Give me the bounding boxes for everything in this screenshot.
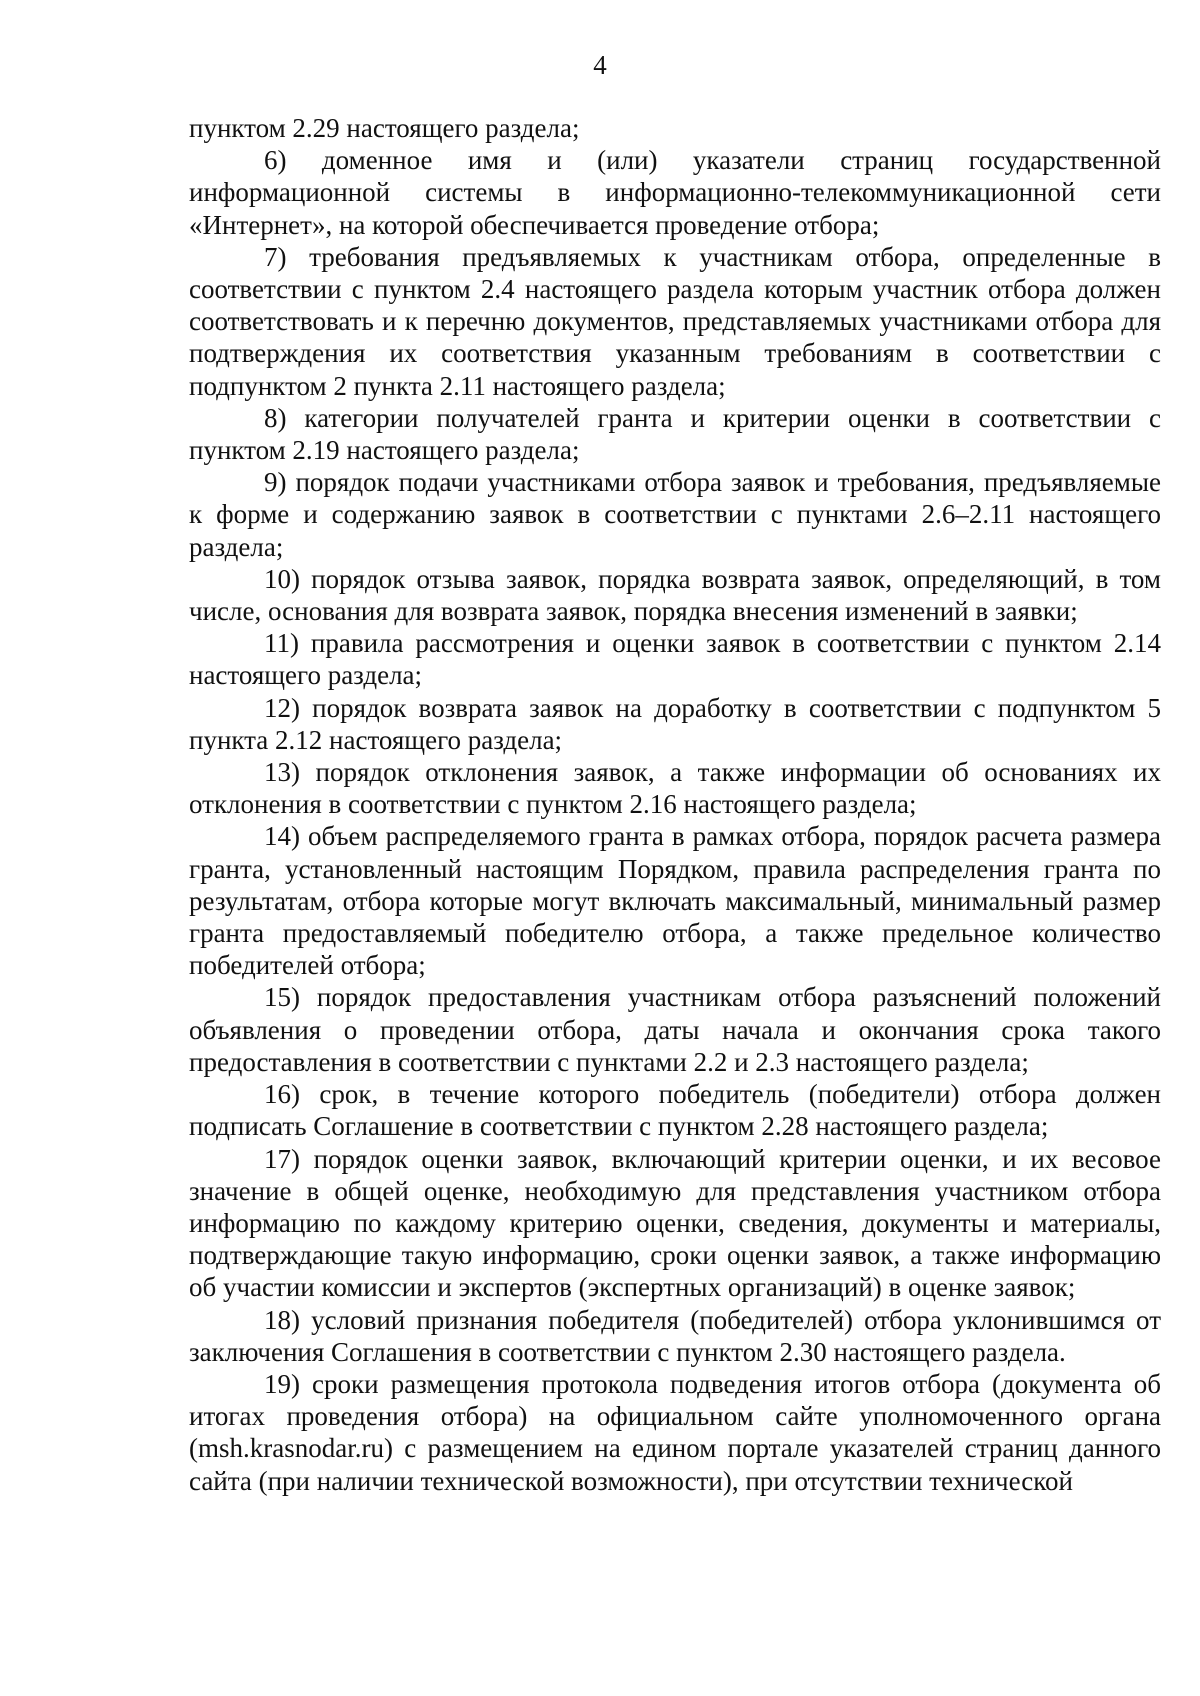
- list-item-12: 12) порядок возврата заявок на доработку в соответствии с подпунктом 5 пункта 2.12 настоящего раздела;: [189, 692, 1161, 755]
- document-body: [189, 112, 1161, 1497]
- list-item-10: 10) порядок отзыва заявок, порядка возврата заявок, определяющий, в том числе, основания для возврата заявок, порядка внесения изменений в заявки;: [189, 563, 1161, 627]
- list-item-14: 14) объем распределяемого гранта в рамках отбора, порядок расчета размера гранта, установленный настоящим Порядком, правила распределения гранта по результатам, отбора которые могут включать максимальный, минимальный размер гранта предоставляемый победителю отбора, а также предельное количество победителей отбора;: [189, 821, 1161, 981]
- paragraph-continuation: пунктом 2.29 настоящего раздела;: [189, 113, 580, 143]
- list-item-6: 6) доменное имя и (или) указатели страниц государственной информационной системы в информационно-телекоммуникационной сети «Интернет», на которой обеспечивается проведение отбора;: [189, 145, 1161, 240]
- list-item-16: 16) срок, в течение которого победитель (победители) отбора должен подписать Соглашение в соответствии с пунктом 2.28 настоящего раздела;: [189, 1079, 1161, 1142]
- list-item-9: 9) порядок подачи участниками отбора заявок и требования, предъявляемые к форме и содержанию заявок в соответствии с пунктами 2.6–2.11 настоящего раздела;: [189, 467, 1161, 562]
- list-item-7: 7) требования предъявляемых к участникам отбора, определенные в соответствии с пунктом 2.4 настоящего раздела которым участник отбора должен соответствовать и к перечню документов, представляемых участниками отбора для подтверждения их соответствия указанным требованиям в соответствии с подпунктом 2 пункта 2.11 настоящего раздела;: [189, 241, 1161, 401]
- list-item-8: 8) категории получателей гранта и критерии оценки в соответствии с пунктом 2.19 настоящего раздела;: [189, 402, 1161, 466]
- list-item-15: 15) порядок предоставления участникам отбора разъяснений положений объявления о проведении отбора, даты начала и окончания срока такого предоставления в соответствии с пунктами 2.2 и 2.3 настоящего раздела;: [189, 982, 1161, 1077]
- list-item-11: 11) правила рассмотрения и оценки заявок в соответствии с пунктом 2.14 настоящего раздела;: [189, 628, 1161, 691]
- list-item-17: 17) порядок оценки заявок, включающий критерии оценки, и их весовое значение в общей оценке, необходимую для представления участником отбора информацию по каждому критерию оценки, сведения, документы и материалы, подтверждающие такую информацию, сроки оценки заявок, а также информацию об участии комиссии и экспертов (экспертных организаций) в оценке заявок;: [189, 1143, 1161, 1303]
- page-number: 4: [593, 50, 607, 80]
- list-item-19: 19) сроки размещения протокола подведения итогов отбора (документа об итогах проведения отбора) на официальном сайте уполномоченного органа (msh.krasnodar.ru) с размещением на едином портале указателей страниц данного сайта (при наличии технической возможности), при отсутствии технической: [189, 1368, 1161, 1496]
- list-item-18: 18) условий признания победителя (победителей) отбора уклонившимся от заключения Соглашения в соответствии с пунктом 2.30 настоящего раздела.: [189, 1304, 1161, 1367]
- list-item-13: 13) порядок отклонения заявок, а также информации об основаниях их отклонения в соответствии с пунктом 2.16 настоящего раздела;: [189, 757, 1161, 820]
